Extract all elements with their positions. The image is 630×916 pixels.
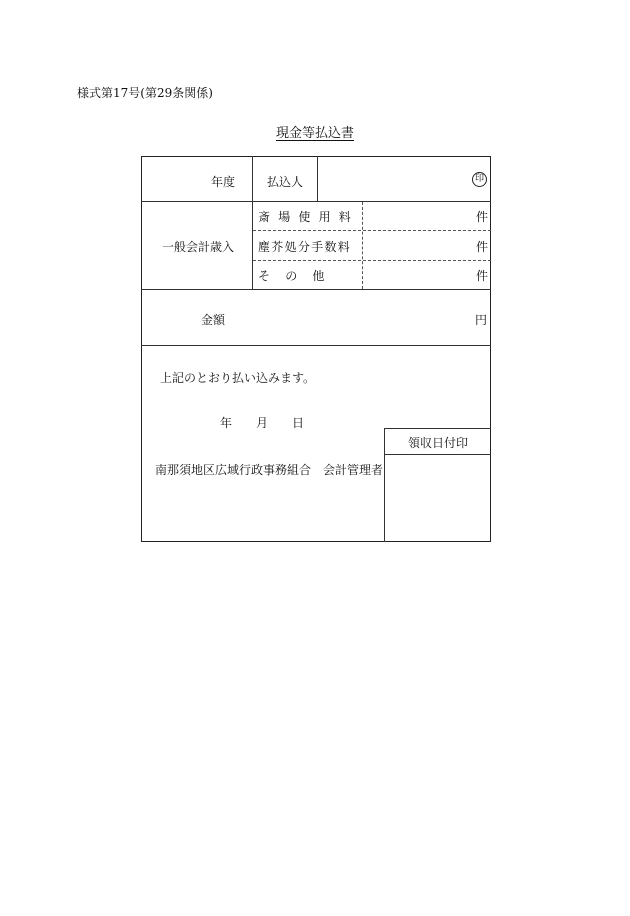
revenue-item-name: そ の 他	[258, 269, 327, 283]
date-year: 年	[220, 416, 233, 430]
recipient-name: 南那須地区広域行政事務組合 会計管理者	[155, 463, 384, 477]
document-title: 現金等払込書	[275, 126, 354, 141]
dashed-divider	[253, 230, 491, 231]
amount-label: 金額	[201, 313, 226, 327]
dashed-divider	[362, 202, 363, 289]
revenue-item-unit: 件	[476, 240, 489, 254]
revenue-item-unit: 件	[476, 269, 489, 283]
row-divider	[141, 289, 491, 290]
statement-text: 上記のとおり払い込みます。	[160, 371, 316, 385]
revenue-item-name: 斎場使用料	[258, 210, 360, 224]
seal-mark-icon: 印	[472, 172, 487, 187]
payer-label: 払込人	[267, 175, 304, 189]
column-divider	[317, 156, 318, 201]
dashed-divider	[253, 260, 491, 261]
row-divider	[141, 345, 491, 346]
revenue-category-label: 一般会計歳入	[162, 240, 235, 254]
revenue-item-unit: 件	[476, 210, 489, 224]
stamp-box-top	[384, 428, 491, 429]
stamp-box-left	[384, 428, 385, 542]
form-number: 様式第17号(第29条関係)	[77, 86, 213, 100]
year-label: 年度	[211, 175, 236, 189]
column-divider	[252, 156, 253, 289]
date-month: 月	[256, 416, 269, 430]
row-divider	[141, 201, 491, 202]
amount-unit: 円	[475, 313, 488, 327]
revenue-item-name: 塵芥処分手数料	[258, 240, 352, 254]
date-day: 日	[292, 416, 305, 430]
stamp-box-divider	[384, 454, 491, 455]
receipt-stamp-label: 領収日付印	[408, 436, 469, 450]
